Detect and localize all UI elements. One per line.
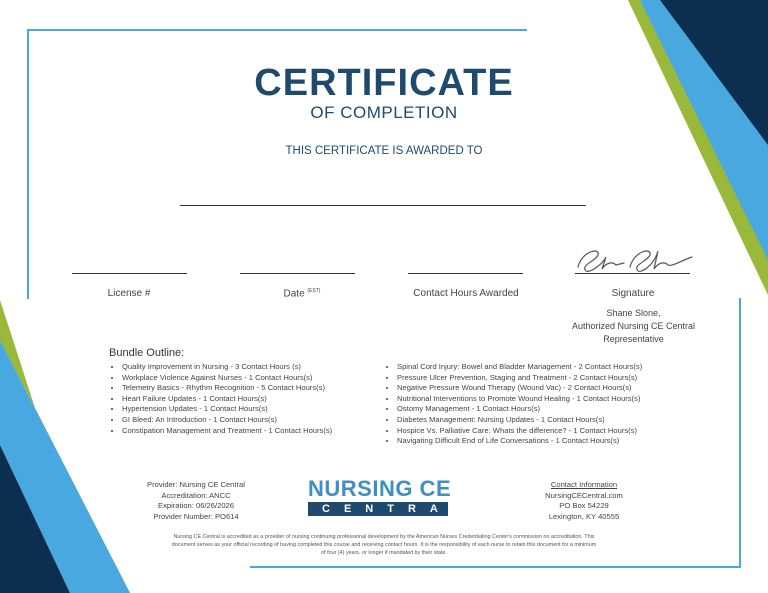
contact-heading: Contact Information: [550, 480, 618, 489]
provider-name: Provider: Nursing CE Central: [147, 480, 245, 489]
list-item: • Negative Pressure Wound Therapy (Wound Vac) - 2 Contact Hours(s): [397, 383, 642, 394]
contact-hours-label: Contact Hours Awarded: [413, 288, 519, 299]
representative-block: [546, 307, 721, 346]
date-line: [240, 273, 355, 274]
representative-title-1: Authorized Nursing CE Central: [571, 321, 696, 331]
list-item: • Pressure Ulcer Prevention, Staging and Treatment - 2 Contact Hours(s): [397, 373, 642, 384]
awarded-to-text: THIS CERTIFICATE IS AWARDED TO: [285, 145, 483, 157]
list-item: • Nutritional Interventions to Promote Wound Healing - 1 Contact Hours(s): [397, 394, 642, 405]
date-label-text: Date: [283, 288, 305, 300]
logo-top-text: NURSING CE: [308, 476, 452, 501]
list-item: • Heart Failure Updates - 1 Contact Hours(s): [122, 394, 332, 405]
representative-name: Shane Slone,: [606, 308, 661, 318]
date-label: [237, 288, 367, 299]
list-item: • Spinal Cord Injury: Bowel and Bladder Management - 2 Contact Hours(s): [397, 362, 642, 373]
date-timezone: (EST): [307, 288, 321, 294]
certificate-subtitle: OF COMPLETION: [310, 103, 458, 122]
accreditation-footnote: Nursing CE Central is accredited as a provider of nursing continuing professional development by the American Nurses Credentialing Center's commission on accreditation. This document serves as your official recording of having completed this course and receiving contact hours. It is the responsibility of each nurse to retain this document for a minimum of four (4) years, or longer if mandated by their state.: [171, 534, 597, 556]
bundle-list-right: [385, 362, 642, 447]
signature-label: Signature: [611, 288, 655, 299]
list-item: • Workplace Violence Against Nurses - 1 Contact Hours(s): [122, 373, 332, 384]
recipient-name-line: [180, 205, 586, 206]
bundle-outline-title: Bundle Outline:: [109, 347, 185, 359]
list-item: • GI Bleed: An Introduction - 1 Contact Hours(s): [122, 415, 332, 426]
list-item: • Ostomy Management - 1 Contact Hours(s): [397, 404, 642, 415]
frame-bottom-line: [250, 566, 741, 568]
frame-right-line: [739, 298, 741, 568]
provider-number: Provider Number: PO614: [153, 511, 239, 521]
list-item: • Quality Improvement in Nursing - 3 Contact Hours (s): [122, 362, 332, 373]
license-line: [72, 273, 187, 274]
list-item: • Hospice Vs. Palliative Care: Whats the difference? - 1 Contact Hours(s): [397, 426, 642, 437]
logo-bottom-bar: [308, 502, 473, 516]
list-item: • Hypertension Updates - 1 Contact Hours(s): [122, 404, 332, 415]
provider-accreditation: Accreditation: ANCC: [161, 490, 231, 500]
contact-po-box: PO Box 54229: [559, 501, 609, 510]
handwritten-signature: [572, 243, 697, 277]
list-item: • Navigating Difficult End of Life Conversations - 1 Contact Hours(s): [397, 436, 642, 447]
list-item: • Constipation Management and Treatment - 1 Contact Hours(s): [122, 426, 332, 437]
list-item: • Telemetry Basics - Rhythm Recognition - 5 Contact Hours(s): [122, 383, 332, 394]
contact-info: [528, 480, 640, 522]
license-label: License #: [107, 288, 151, 299]
certificate-title: CERTIFICATE: [254, 62, 514, 104]
frame-top-line: [27, 29, 527, 31]
bundle-list-left: [110, 362, 332, 436]
contact-hours-line: [408, 273, 523, 274]
list-item: • Diabetes Management: Nursing Updates - 1 Contact Hours(s): [397, 415, 642, 426]
contact-website[interactable]: NursingCECentral.com: [545, 490, 623, 500]
representative-title-2: Representative: [603, 334, 664, 344]
contact-city: Lexington, KY 40555: [548, 511, 620, 521]
nursing-ce-central-logo: [308, 476, 473, 516]
logo-bottom-text: CENTRAL: [322, 503, 473, 515]
provider-info: [140, 480, 252, 522]
provider-expiration: Expiration: 06/26/2026: [158, 501, 234, 510]
